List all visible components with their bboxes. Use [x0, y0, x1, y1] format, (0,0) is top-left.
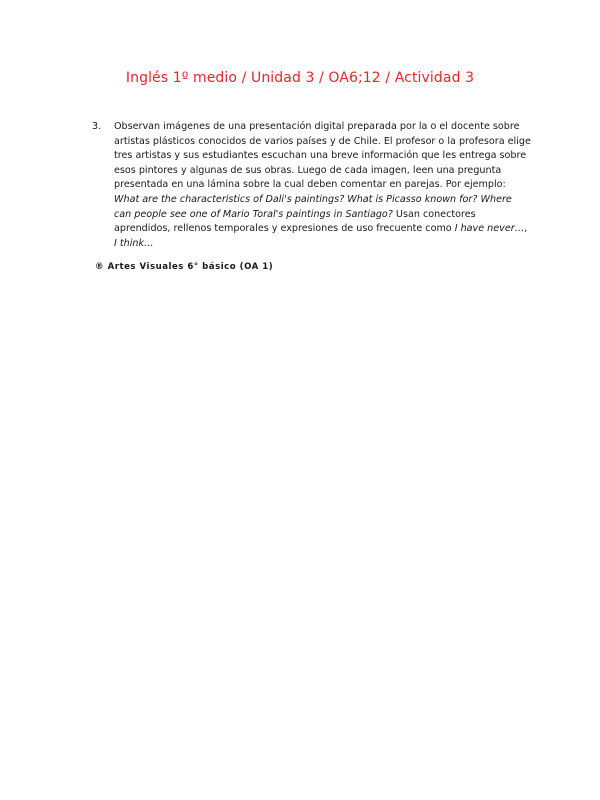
- expression-example-1: I have never…: [454, 223, 525, 235]
- activity-item: [92, 120, 532, 251]
- activity-text: [114, 120, 532, 251]
- page-title: Inglés 1º medio / Unidad 3 / OA6;12 / Actividad 3: [125, 70, 475, 86]
- example-questions: What are the characteristics of Dali's paintings? What is Picasso known for? Where can people see one of Mario Toral's paintings in Santiago?: [114, 193, 512, 220]
- expression-example-2: I think…: [114, 237, 154, 249]
- activity-intro-text: Observan imágenes de una presentación digital preparada por la o el docente sobre artistas plásticos conocidos de varios países y de Chile. El profesor o la profesora elige tres artistas y sus estudiantes escuchan una breve información que les entrega sobre esos pintores y algunas de sus obras. Luego de cada imagen, leen una pregunta presentada en una lámina sobre la cual deben comentar en parejas. Por ejemplo:: [114, 121, 531, 191]
- activity-number: 3.: [92, 121, 102, 132]
- activity-middle-text: Usan conectores aprendidos, rellenos temporales y expresiones de uso frecuente como: [114, 208, 476, 235]
- expression-separator: ,: [524, 223, 528, 235]
- curriculum-reference: ® Artes Visuales 6° básico (OA 1): [95, 262, 274, 272]
